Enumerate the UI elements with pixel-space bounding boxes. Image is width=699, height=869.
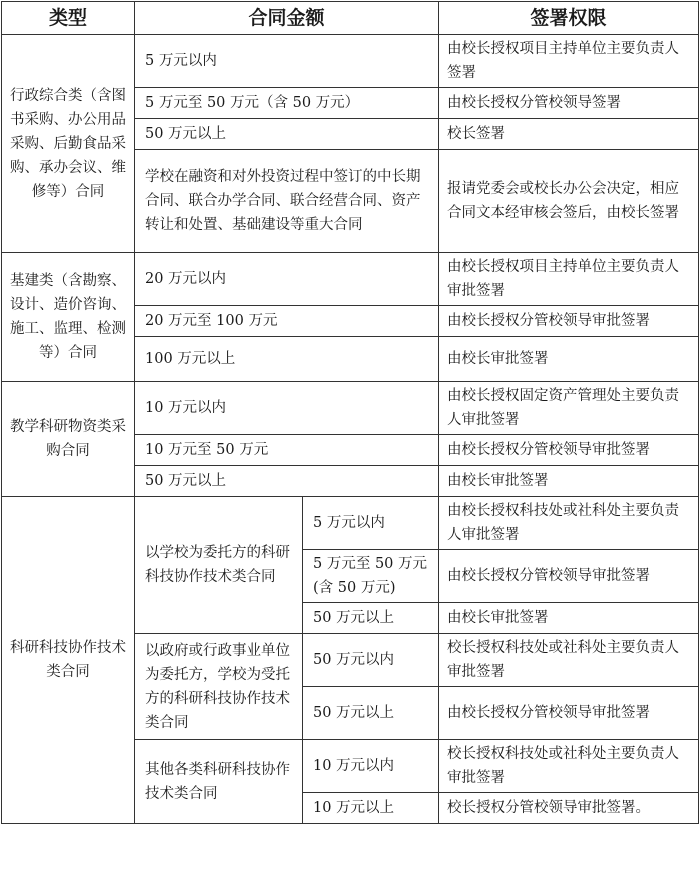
amount-cell: 20 万元至 100 万元: [135, 306, 439, 337]
authority-cell: 由校长审批签署: [439, 603, 699, 634]
contract-type-admin: 行政综合类（含图书采购、办公用品采购、后勤食品采购、承办会议、维修等）合同: [2, 35, 135, 253]
amount-cell: 5 万元以内: [303, 497, 439, 550]
header-type: 类型: [2, 2, 135, 35]
amount-cell: 50 万元以上: [303, 687, 439, 740]
authority-cell: 由校长授权分管校领导审批签署: [439, 435, 699, 466]
authority-cell: 由校长授权项目主持单位主要负责人审批签署: [439, 253, 699, 306]
amount-cell: 20 万元以内: [135, 253, 439, 306]
contract-authority-table: [1, 1, 699, 824]
contract-type-research: 科研科技协作技术类合同: [2, 497, 135, 824]
amount-cell: 5 万元以内: [135, 35, 439, 88]
authority-cell: 校长授权科技处或社科处主要负责人审批签署: [439, 634, 699, 687]
table-row: [2, 35, 699, 88]
research-subtype: 其他各类科研科技协作技术类合同: [135, 740, 303, 824]
contract-type-construction: 基建类（含勘察、设计、造价咨询、施工、监理、检测等）合同: [2, 253, 135, 382]
authority-cell: 由校长授权分管校领导审批签署: [439, 306, 699, 337]
amount-cell: 10 万元以上: [303, 793, 439, 824]
authority-cell: 校长签署: [439, 119, 699, 150]
authority-cell: 由校长授权分管校领导审批签署: [439, 687, 699, 740]
authority-cell: 由校长授权项目主持单位主要负责人签署: [439, 35, 699, 88]
amount-cell: 5 万元至 50 万元（含 50 万元）: [135, 88, 439, 119]
amount-cell: 10 万元至 50 万元: [135, 435, 439, 466]
authority-cell: 由校长授权分管校领导审批签署: [439, 550, 699, 603]
amount-cell: 学校在融资和对外投资过程中签订的中长期合同、联合办学合同、联合经营合同、资产转让和处置、基础建设等重大合同: [135, 150, 439, 253]
header-row: [2, 2, 699, 35]
authority-cell: 报请党委会或校长办公会决定，相应合同文本经审核会签后，由校长签署: [439, 150, 699, 253]
research-subtype: 以学校为委托方的科研科技协作技术类合同: [135, 497, 303, 634]
authority-cell: 校长授权分管校领导审批签署。: [439, 793, 699, 824]
authority-cell: 由校长授权科技处或社科处主要负责人审批签署: [439, 497, 699, 550]
amount-cell: 50 万元以上: [135, 119, 439, 150]
authority-cell: 由校长审批签署: [439, 337, 699, 382]
authority-cell: 由校长授权固定资产管理处主要负责人审批签署: [439, 382, 699, 435]
amount-cell: 10 万元以内: [303, 740, 439, 793]
amount-cell: 10 万元以内: [135, 382, 439, 435]
amount-cell: 50 万元以上: [135, 466, 439, 497]
authority-cell: 校长授权科技处或社科处主要负责人审批签署: [439, 740, 699, 793]
contract-type-teaching: 教学科研物资类采购合同: [2, 382, 135, 497]
research-subtype: 以政府或行政事业单位为委托方，学校为受托方的科研科技协作技术类合同: [135, 634, 303, 740]
authority-cell: 由校长授权分管校领导签署: [439, 88, 699, 119]
amount-cell: 50 万元以上: [303, 603, 439, 634]
amount-cell: 100 万元以上: [135, 337, 439, 382]
table-row: [2, 382, 699, 435]
amount-cell: 50 万元以内: [303, 634, 439, 687]
table-row: [2, 253, 699, 306]
header-authority: 签署权限: [439, 2, 699, 35]
table-row: [2, 497, 699, 550]
authority-cell: 由校长审批签署: [439, 466, 699, 497]
amount-cell: 5 万元至 50 万元(含 50 万元): [303, 550, 439, 603]
header-amount: 合同金额: [135, 2, 439, 35]
